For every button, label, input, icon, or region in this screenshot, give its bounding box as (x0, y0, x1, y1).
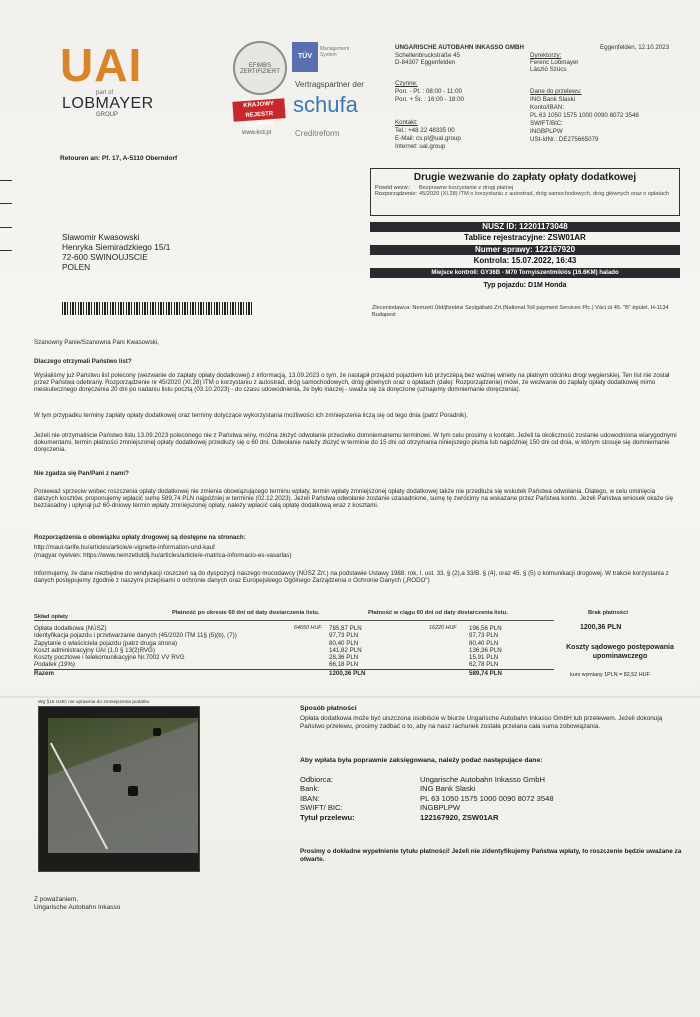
paragraph-1: Wysłaliśmy już Państwu list polecony (wezwanie do zapłaty opłaty dodatkowej) z informacją, 13.09.2023 o tym, że nastąpił przejazd pojazdem lub przyczepą bez ważnej winiety na płatnym odcinku drogi węgierskiej. Ten list nie został przez Państwa odebrany. Rozporządzenie nr 45/2020 (XI.28) ITM o korzystaniu z autostrad, dróg samochodowych, dróg głównych oraz o opłatach (dalej: Rozporządzenie) mówi, że wezwanie do zapłaty opłaty dodatkowej mimo nieskutecznego doręczenia 20 dni po nadaniu listu pocztą (03.10.2023) - do czasu udowodnienia, że było inaczej - uważa się za doręczone (uznajemy domniemanie doręczenia). (34, 372, 670, 394)
company-city: D-84307 Eggenfelden (395, 59, 456, 66)
closing-sender: Ungarische Autobahn Inkasso (34, 904, 121, 911)
bank-value: ING Bank Slaski (420, 784, 476, 794)
iban-value: PL 63 1050 1575 1000 0090 8072 3548 (420, 793, 554, 803)
regulation-link-1[interactable]: http://maut-tarife.hu/articles/article/e-vignette-information-und-kauf (34, 544, 215, 551)
hours-label: Czynne: (395, 80, 418, 87)
paragraph-1b: W tym przypadku terminy zapłaty opłaty dodatkowej oraz terminy dotyczące wykorzystania możliwości ich zmniejszenia liczą się od tego dnia (patrz Poradnik). (34, 412, 468, 419)
fee-row: Identyfikacja pojazdu i przetwarzanie danych (45/2020 ITM 11§ (5)(b), (7)) 97,73 PLN 97,73 PLN (34, 632, 499, 640)
creditreform-logo: Creditreform (295, 129, 340, 138)
table-divider (34, 620, 554, 621)
bank-label: Bank: (300, 784, 320, 794)
fold-mark (0, 227, 12, 228)
payment-question: Aby wpłata była poprawnie zaksięgowana, należy podać następujące dane: (300, 757, 543, 764)
fee-row: Zapytanie o właściciela pojazdu (patrz druga strona) 80,40 PLN 80,40 PLN (34, 639, 499, 647)
regulation-value: 45/2020 (XI.28) ITM o korzystaniu z autostrad, dróg samochodowych, dróg głównych oraz o opłatach (419, 191, 669, 198)
director-2: László Szücs (530, 66, 567, 73)
salutation: Szanowny Panie/Szanowna Pani Kwasowski, (34, 339, 159, 346)
fee-row: Podatek (19%) 66,18 PLN 62,78 PLN (34, 661, 499, 669)
hours-1: Pon. - Pt. : 08:00 - 11:00 (395, 88, 462, 95)
no-payment-amount: 1200,36 PLN (580, 624, 622, 631)
nusz-id: NUSZ ID: 12201173048 (370, 222, 680, 232)
place-date: Eggenfelden, 12.10.2023 (600, 44, 670, 51)
heading-regulations: Rozporządzenia o obowiązku opłaty drogowej są dostępne na stronach: (34, 534, 246, 541)
paragraph-3: Ponieważ sprzeciw wobec roszczenia opłaty dodatkowej nie zmienia obowiązującego terminu wpłaty, termin wpłaty zmniejszonej opłaty dodatkowej także nie przedłuża się wskutek Państwa odwołania. Dlatego, w celu ominięcia dalszych kosztów, proponujemy wpłacić sumę 589,74 PLN najpóźniej w terminie (02.12.2023). Jeżeli Państwa odwołanie zostanie uzasadnione, sumę tę zwrócimy na wskazane przez Państwa konto. Jeżeli Państwa wniosek okaże się bezzasadny i upłynął już 60-dniowy termin wpłaty zmniejszonej opłaty, należy wpłacić całą opłatę dodatkową wraz z kosztami. (34, 488, 674, 510)
fee-row: Koszty pocztowe i telekomunikacyjne Nr.7002 VV RVG 28,36 PLN 15,91 PLN (34, 654, 499, 662)
certification-seal-icon: EFIMBS ZERTIFIZIERT (233, 41, 287, 95)
payee-value: Ungarische Autobahn Inkasso GmbH (420, 775, 545, 784)
company-name: UNGARISCHE AUTOBAHN INKASSO GMBH (395, 44, 524, 51)
uai-logo: UAI (60, 39, 143, 91)
director-1: Ferenc Lobmayer (530, 59, 579, 66)
case-number: Numer sprawy: 122167920 (370, 245, 680, 255)
transfer-label: Dane do przelewu: (530, 88, 582, 95)
swift-label: SWIFT/ BIC: (300, 803, 343, 813)
fee-total-row: Razem 1200,36 PLN 589,74 PLN (34, 669, 554, 677)
fees-col-after60: Płatność po okresie 60 dni od daty dostarczenia listu. (172, 610, 320, 616)
schufa-logo: schufa (293, 92, 358, 117)
fees-col-no-payment: Brak płatności (588, 610, 628, 616)
photo-caption: Wg §15 UstG nie uprawnia do zmniejszenia podatku (38, 700, 150, 705)
control-place: Miejsce kontroli: GY36B - M70 Tornyiszentmiklós (16.6KM) halado (370, 268, 680, 278)
commissioned-by: Zleceniodawca: Nemzeti Útdíjfizetési Szolgáltató Zrt.(National Toll payment Services Plc.) Váci út 45. "B" épület, H-1134 Budapest (372, 305, 669, 318)
postal-barcode (62, 302, 252, 315)
tuv-subtext: Management System (320, 46, 350, 58)
paragraph-2: Jeżeli nie otrzymaliście Państwo listu 13.09.2023 poleconego nie z Państwa winy, można złożyć odwołanie przeciwko domniemanemu terminowi. W tym celu prosimy o kontakt. Jeżeli ta okoliczność zostanie udowodniona wiarygodnymi dokumentami, termin płatności zmniejszonej opłaty dodatkowej przedłuży się o 60 dni. Odwołanie należy złożyć w terminie do 15 dni od otrzymania niniejszego pisma lub najpóźniej 150 dni od dnia, w którym stosuje się domniemanie doręczenia. (34, 432, 677, 454)
hours-2: Pon. + Śr. : 16:00 - 18:00 (395, 96, 464, 103)
directors-label: Dyrektorzy: (530, 52, 562, 59)
regulation-link-2[interactable]: (magyar nyelven: https://www.nemzetiutdij.hu/articles/article/e-matrica-informacio-es-vasarlas) (34, 552, 292, 559)
photo-frame (38, 706, 200, 872)
fold-mark (0, 250, 12, 251)
notice-title: Drugie wezwanie do zapłaty opłaty dodatkowej (413, 172, 637, 183)
heading-disagree: Nie zgadza się Pan/Pani z nami? (34, 470, 129, 477)
paper-fold (0, 696, 700, 698)
fold-mark (0, 180, 12, 181)
payment-details (300, 775, 680, 822)
fold-mark (0, 203, 12, 204)
krd-logo: KRAJOWY REJESTR DŁUGÓW (232, 98, 285, 122)
reason-label: Powód wezw.: (375, 185, 411, 191)
ust-id: USt-IdNr.: DE275665079 (530, 136, 599, 143)
control-date: Kontrola: 15.07.2022, 16:43 (473, 256, 577, 265)
iban-label: IBAN: (300, 793, 320, 803)
bank-name: ING Bank Slaski (530, 96, 576, 103)
vertragspartner-label: Vertragspartner der (295, 80, 364, 89)
lobmayer-group-text: GROUP (96, 112, 119, 118)
control-camera-photo (38, 706, 200, 872)
fees-col-item: Skład opłaty (34, 614, 69, 620)
recipient-address (62, 232, 170, 272)
license-plate: Tablice rejestracyjne: ZSW01AR (464, 233, 586, 242)
closing-regards: Z poważaniem, (34, 896, 79, 903)
swift-label: SWIFT/BIC: (530, 120, 563, 127)
swift-value: INGBPLPW (420, 803, 461, 813)
krd-url: www.krd.pl (242, 130, 272, 136)
contact-label: Kontakt: (395, 119, 418, 126)
fee-row: Opłata dodatkowa (NÚSZ) 64650 HUF 785,87 PLN 16220 HUF 196,56 PLN (34, 625, 502, 632)
recipient-city: 72-600 SWINOUJSCIE (62, 252, 148, 262)
company-swift: INGBPLPW (530, 128, 563, 135)
closing (34, 896, 120, 912)
fee-row: Koszt administracyjny UAI (1,0 § 13(2)RVG) 141,82 PLN 136,36 PLN (34, 646, 502, 654)
company-street: Schellenbruckstraße 45 (395, 52, 461, 59)
contact-phone: Tel.: +48 22 48335 00 (395, 127, 455, 134)
notice-box (370, 168, 680, 216)
recipient-street: Henryka Siemiradzkiego 15/1 (62, 242, 171, 252)
lobmayer-logo: LOBMAYER (62, 95, 154, 112)
transfer-title-value: 122167920, ZSW01AR (420, 812, 499, 822)
fees-table (34, 625, 554, 677)
court-costs-label: Koszty sądowego postępowania upominawczego (566, 644, 674, 660)
return-address: Retouren an: Pf. 17, A-5110 Oberndorf (60, 155, 178, 162)
recipient-country: POLEN (62, 262, 91, 272)
payee-label: Odbiorca: (300, 775, 333, 784)
payment-note: Prosimy o dokładne wypełnienie tytułu płatności! Jeżeli nie zidentyfikujemy Państwa wpłaty, to roszczenie będzie uważane za otwarte. (300, 848, 682, 863)
regulation-label: Rozporządzenie: (375, 191, 417, 198)
paragraph-4: Informujemy, że dane niezbędne do windykacji roszczeń są do dyspozycji naszego mocodawcy (NÚSZ Zrt.) na podstawie Ustawy 1988. rok, I. ust. 33. § (2),a 33/B. § (4), oraz 45. § (5) o komunikacji drogowej. W trakcie korzystania z danych postępujemy zgodnie z naszymi przepisami o ochronie danych oraz Europejskiego Ogólnego Zarządzenia o Ochronie Danych („RODO") (34, 570, 669, 585)
payment-text: Opłata dodatkowa może być uiszczona osobiście w biurze Ungarische Autobahn Inkasso GmbH lub przelewem. Jeżeli dokonują Państwo przelewu, prosimy zadbać o to, aby na nasz rachunek została przelana cała suma zobowiązania. (300, 715, 663, 730)
payment-title: Sposób płatności (300, 705, 357, 712)
contact-email[interactable]: E-Mail: cs.pl@ual.group (395, 135, 461, 142)
tuv-logo: TÜV (292, 42, 318, 72)
fees-col-within60: Płatność w ciągu 60 dni od daty dostarczenia listu. (368, 610, 508, 616)
heading-why-letter: Dlaczego otrzymali Państwo list? (34, 358, 132, 365)
transfer-title-label: Tytuł przelewu: (300, 812, 355, 822)
contact-internet[interactable]: Internet: ual.group (395, 143, 446, 150)
vehicle-type: Typ pojazdu: D1M Honda (483, 282, 567, 289)
company-iban: PL 63 1050 1575 1000 0090 8072 3548 (530, 112, 639, 119)
reason-value: Bezprawne korzystanie z drogi płatnej (419, 185, 514, 191)
part-of-text: part of (96, 90, 114, 96)
exchange-rate: kurs wymiany 1PLN = 82,52 HUF (570, 672, 650, 678)
account-label: Konto/IBAN: (530, 104, 565, 111)
recipient-name: Slawomir Kwasowski (62, 232, 140, 242)
